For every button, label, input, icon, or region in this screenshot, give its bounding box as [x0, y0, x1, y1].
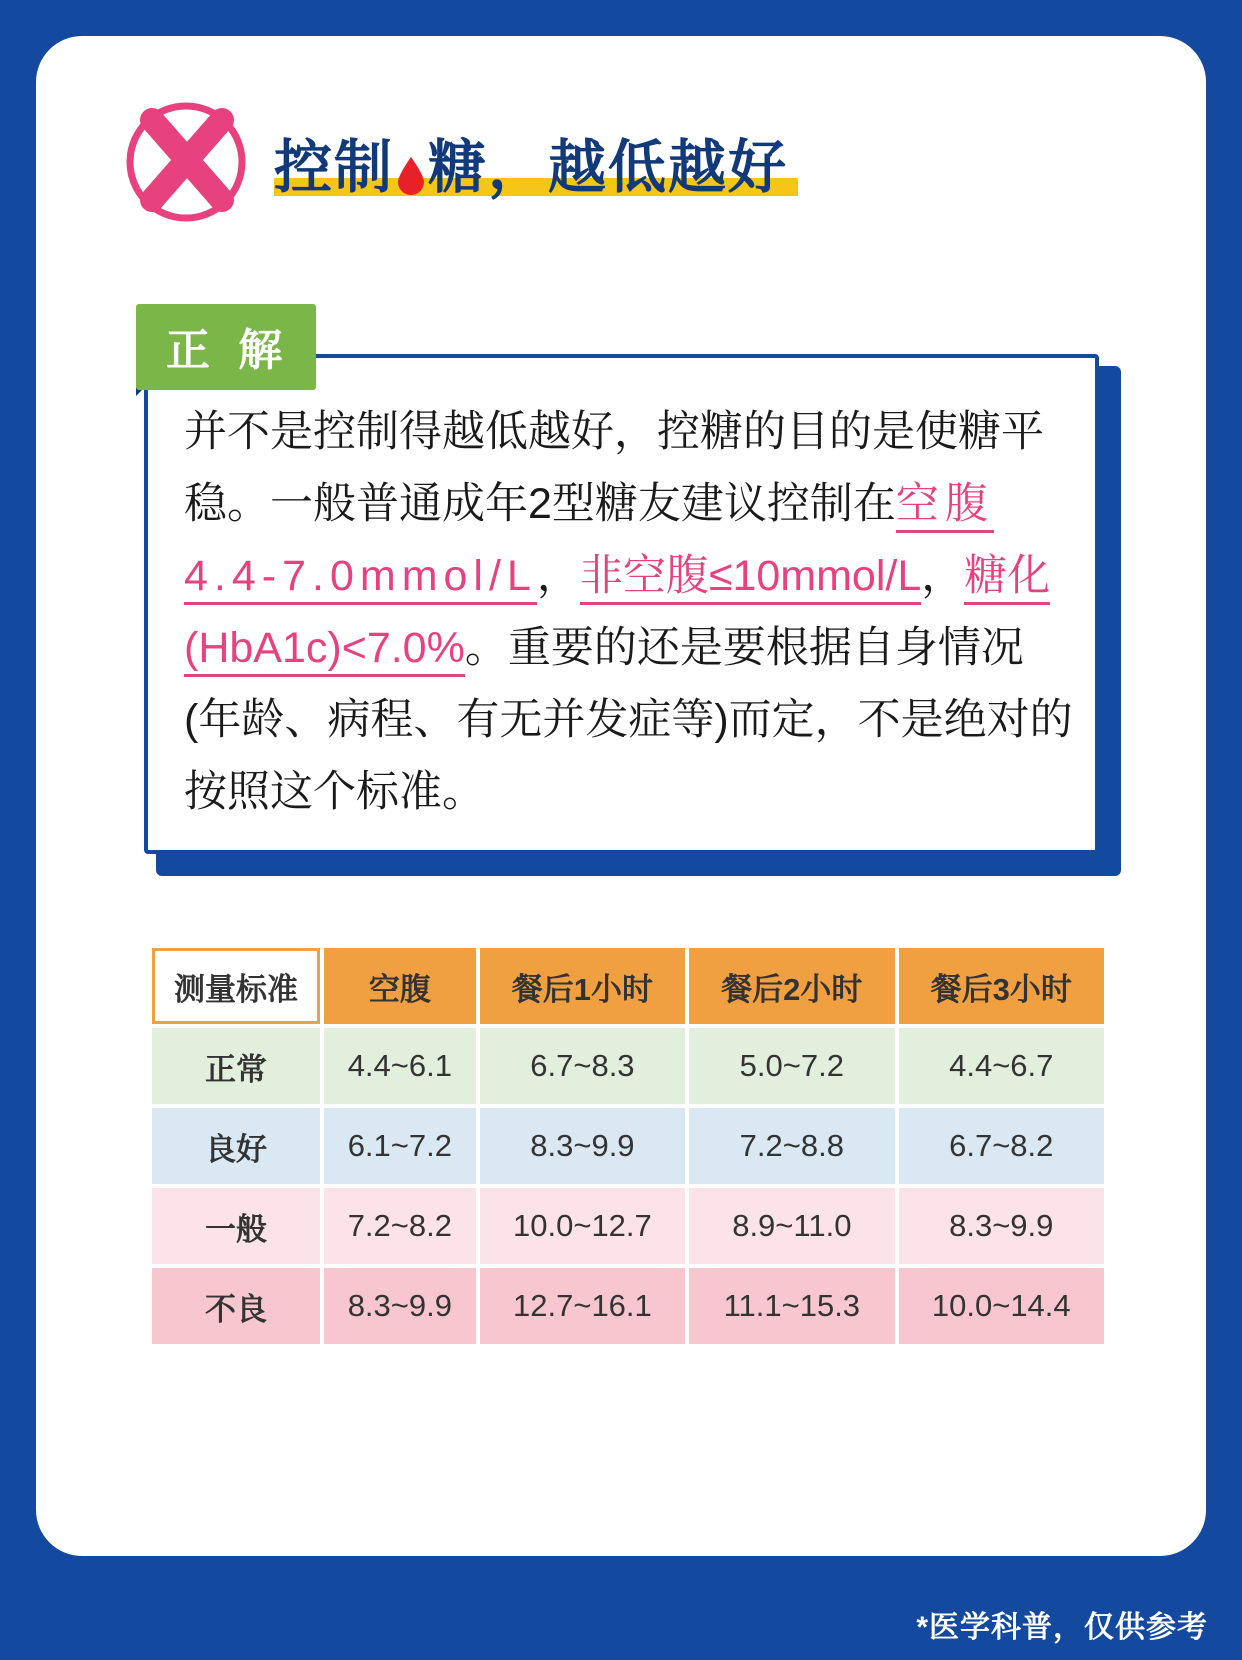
row-label-fair: 一般 — [152, 1188, 320, 1264]
answer-line-2: 糖平稳。一般普通成年2型糖友建议控制在 — [184, 408, 1044, 528]
table-header-1: 空腹 — [324, 948, 476, 1024]
cell-fair-fasting: 7.2~8.2 — [324, 1188, 476, 1264]
answer-text — [184, 396, 1074, 828]
blood-drop-icon — [396, 142, 426, 182]
table-row — [152, 1028, 1104, 1104]
cell-fair-1h: 10.0~12.7 — [480, 1188, 685, 1264]
cell-normal-fasting: 4.4~6.1 — [324, 1028, 476, 1104]
cell-bad-3h: 10.0~14.4 — [899, 1268, 1104, 1344]
cell-bad-2h: 11.1~15.3 — [689, 1268, 894, 1344]
answer-highlight-hba1c: 糖化(HbA1c)<7.0% — [184, 552, 1050, 677]
cell-normal-1h: 6.7~8.3 — [480, 1028, 685, 1104]
cell-bad-1h: 12.7~16.1 — [480, 1268, 685, 1344]
table-row — [152, 1188, 1104, 1264]
answer-line-1: 并不是控制得越低越好，控糖的目的是使 — [184, 408, 958, 456]
page-title — [266, 120, 796, 204]
table-header-0: 测量标准 — [152, 948, 320, 1024]
cell-fair-2h: 8.9~11.0 — [689, 1188, 894, 1264]
header — [122, 98, 796, 226]
answer-highlight-fasting: 空腹4.4-7.0mmol/L — [184, 480, 994, 605]
cell-good-2h: 7.2~8.8 — [689, 1108, 894, 1184]
title-part-1: 控制 — [274, 135, 395, 200]
answer-label: 正 解 — [136, 304, 316, 390]
table-header-2: 餐后1小时 — [480, 948, 685, 1024]
table-row — [152, 1108, 1104, 1184]
table-header-row — [152, 948, 1104, 1024]
table-header-3: 餐后2小时 — [689, 948, 894, 1024]
title-part-2: 糖，越低越好 — [428, 135, 789, 200]
answer-separator-1: ， — [536, 552, 580, 600]
answer-separator-2: ， — [921, 552, 965, 600]
row-label-normal: 正常 — [152, 1028, 320, 1104]
footer-note: *医学科普，仅供参考 — [916, 1611, 1208, 1644]
main-card — [36, 36, 1206, 1556]
x-circle-icon — [122, 98, 250, 226]
cell-normal-3h: 4.4~6.7 — [899, 1028, 1104, 1104]
cell-normal-2h: 5.0~7.2 — [689, 1028, 894, 1104]
answer-line-3: 。重要的还是要根据自身情况(年龄、病程、有无并发症等)而定，不是绝对的按照这个标准。 — [184, 624, 1073, 816]
table-header-4: 餐后3小时 — [899, 948, 1104, 1024]
cell-good-3h: 6.7~8.2 — [899, 1108, 1104, 1184]
row-label-bad: 不良 — [152, 1268, 320, 1344]
cell-good-1h: 8.3~9.9 — [480, 1108, 685, 1184]
cell-bad-fasting: 8.3~9.9 — [324, 1268, 476, 1344]
table-row — [152, 1268, 1104, 1344]
row-label-good: 良好 — [152, 1108, 320, 1184]
blood-glucose-table — [148, 944, 1108, 1348]
answer-highlight-postprandial: 非空腹≤10mmol/L — [580, 552, 921, 605]
cell-fair-3h: 8.3~9.9 — [899, 1188, 1104, 1264]
cell-good-fasting: 6.1~7.2 — [324, 1108, 476, 1184]
